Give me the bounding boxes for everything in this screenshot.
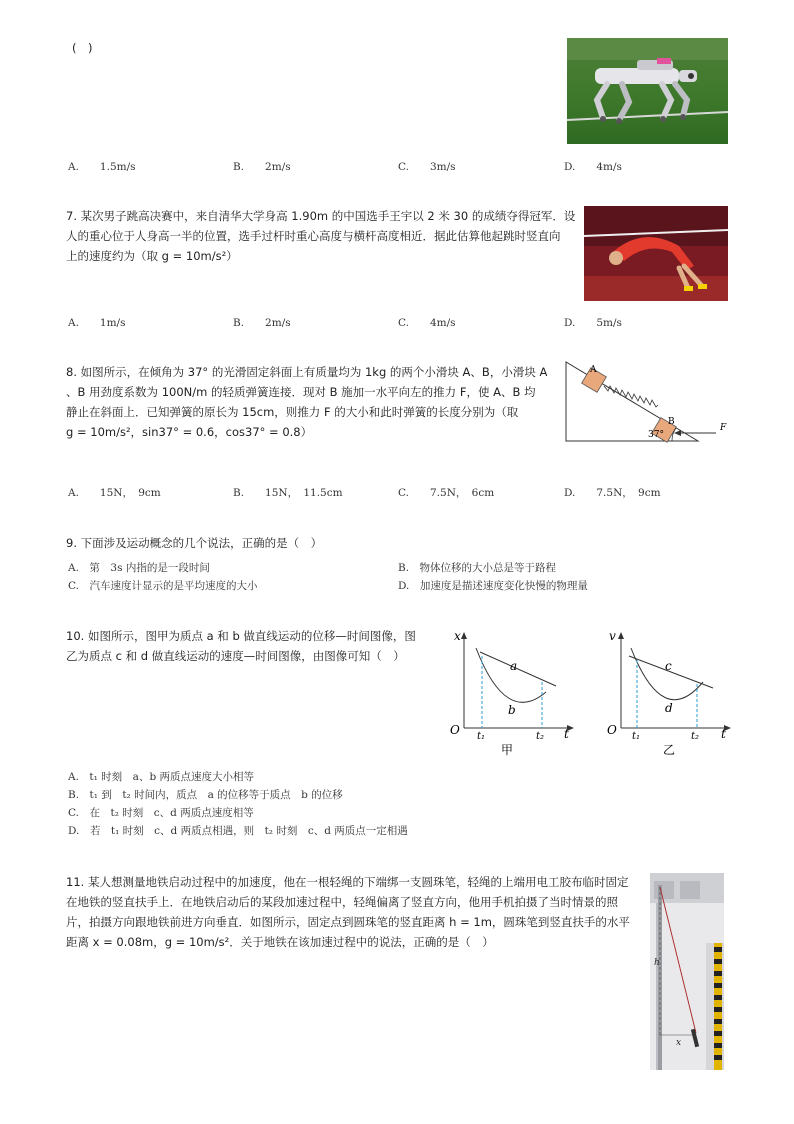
x-axis-label: t — [564, 727, 569, 741]
graph-jia — [446, 626, 576, 758]
q8-stem-line-4: g = 10m/s²，sin37° = 0.6，cos37° = 0.8） — [66, 425, 313, 439]
robot-dog-photo — [567, 38, 728, 144]
line-c-label: c — [665, 659, 672, 673]
q8-stem-line-2: 、B 用劲度系数为 100N/m 的轻质弹簧连接．现对 B 施加一水平向左的推力 F，使 A、B 均 — [66, 385, 536, 399]
t2-label: t₂ — [691, 731, 700, 742]
q6-answer-paren: ( ) — [72, 41, 93, 55]
q10-option-d: D. 若 t₁ 时刻 c、d 两质点相遇，则 t₂ 时刻 c、d 两质点一定相遇 — [68, 825, 408, 837]
q11-stem-line-4: 距离 x = 0.08m，g = 10m/s²．关于地铁在该加速过程中的说法，正确的是（ ） — [66, 935, 494, 949]
q6-option-b: B. 2m/s — [233, 161, 291, 173]
q7-stem-line-1: 7. 某次男子跳高决赛中，来自清华大学身高 1.90m 的中国选手王宇以 2 米 30 的成绩夺得冠军．设 — [66, 209, 576, 223]
q9-stem: 9. 下面涉及运动概念的几个说法，正确的是（ ） — [66, 536, 323, 550]
incline-figure — [560, 358, 736, 448]
t1-label: t₁ — [477, 731, 486, 742]
q11-stem-line-1: 11. 某人想测量地铁启动过程中的加速度，他在一根轻绳的下端绑一支圆珠笔，轻绳的上端用电工胶布临时固定 — [66, 875, 629, 889]
line-a-label: a — [510, 659, 518, 673]
q10-option-b: B. t₁ 到 t₂ 时间内，质点 a 的位移等于质点 b 的位移 — [68, 789, 343, 801]
q6-option-a: A. 1.5m/s — [68, 161, 136, 173]
q11-stem-line-3: 片，拍摄方向跟地铁前进方向垂直．如图所示，固定点到圆珠笔的竖直距离 h = 1m，圆珠笔到竖直扶手的水平 — [66, 915, 630, 929]
y-axis-label: v — [609, 629, 616, 643]
q8-stem-line-1: 8. 如图所示，在倾角为 37° 的光滑固定斜面上有质量均为 1kg 的两个小滑块 A、B，小滑块 A — [66, 365, 548, 379]
q7-option-c: C. 4m/s — [398, 317, 456, 329]
q7-stem-line-3: 上的速度约为（取 g = 10m/s²） — [66, 249, 238, 263]
q8-stem — [66, 362, 556, 442]
q8-option-b: B. 15N， 11.5cm — [233, 487, 343, 499]
t1-label: t₁ — [632, 731, 641, 742]
q9-option-c: C. 汽车速度计显示的是平均速度的大小 — [68, 580, 258, 592]
origin-label: O — [450, 723, 460, 737]
curve-b — [476, 648, 546, 702]
q10-option-c: C. 在 t₂ 时刻 c、d 两质点速度相等 — [68, 807, 254, 819]
q7-option-b: B. 2m/s — [233, 317, 291, 329]
q6-option-c: C. 3m/s — [398, 161, 456, 173]
q9-option-b: B. 物体位移的大小总是等于路程 — [398, 562, 557, 574]
q8-option-a: A. 15N， 9cm — [68, 487, 161, 499]
label-a: A — [590, 365, 597, 375]
t2-label: t₂ — [536, 731, 545, 742]
q6-option-d: D. 4m/s — [564, 161, 622, 173]
q11-stem — [66, 872, 636, 952]
q10-stem-line-2: 乙为质点 c 和 d 做直线运动的速度—时间图像，由图像可知（ ） — [66, 649, 405, 663]
q8-option-d: D. 7.5N， 9cm — [564, 487, 661, 499]
q8-option-c: C. 7.5N， 6cm — [398, 487, 495, 499]
caption-jia: 甲 — [501, 743, 514, 757]
y-axis-label: x — [454, 629, 461, 643]
q9-option-d: D. 加速度是描述速度变化快慢的物理量 — [398, 580, 588, 592]
line-a — [480, 652, 556, 686]
graph-yi — [603, 626, 733, 758]
label-f: F — [720, 423, 727, 433]
q7-stem-line-2: 人的重心位于人身高一半的位置，选手过杆时重心高度与横杆高度相近．据此估算他起跳时竖直向 — [66, 229, 561, 243]
curve-d-label: d — [665, 701, 673, 715]
x-axis-label: t — [721, 727, 726, 741]
label-h: h — [654, 958, 660, 968]
origin-label: O — [607, 723, 617, 737]
curve-d — [631, 648, 703, 700]
spring — [604, 386, 658, 407]
q7-stem — [66, 206, 576, 266]
q9-option-a: A. 第 3s 内指的是一段时间 — [68, 562, 210, 574]
q7-option-a: A. 1m/s — [68, 317, 126, 329]
high-jump-photo — [584, 206, 728, 301]
caption-yi: 乙 — [663, 743, 676, 757]
q8-stem-line-3: 静止在斜面上．已知弹簧的原长为 15cm，则推力 F 的大小和此时弹簧的长度分别为（取 — [66, 405, 519, 419]
q11-stem-line-2: 在地铁的竖直扶手上．在地铁启动后的某段加速过程中，轻绳偏离了竖直方向，他用手机拍摄了当时情景的照 — [66, 895, 618, 909]
label-b: B — [668, 417, 675, 427]
q10-stem-line-1: 10. 如图所示，图甲为质点 a 和 b 做直线运动的位移—时间图像，图 — [66, 629, 416, 643]
curve-b-label: b — [508, 703, 516, 717]
subway-handrail-photo — [650, 873, 724, 1070]
q10-option-a: A. t₁ 时刻 a、b 两质点速度大小相等 — [68, 771, 255, 783]
label-x: x — [676, 1038, 682, 1048]
q7-option-d: D. 5m/s — [564, 317, 622, 329]
q10-stem — [66, 626, 436, 666]
label-angle: 37° — [648, 430, 664, 440]
